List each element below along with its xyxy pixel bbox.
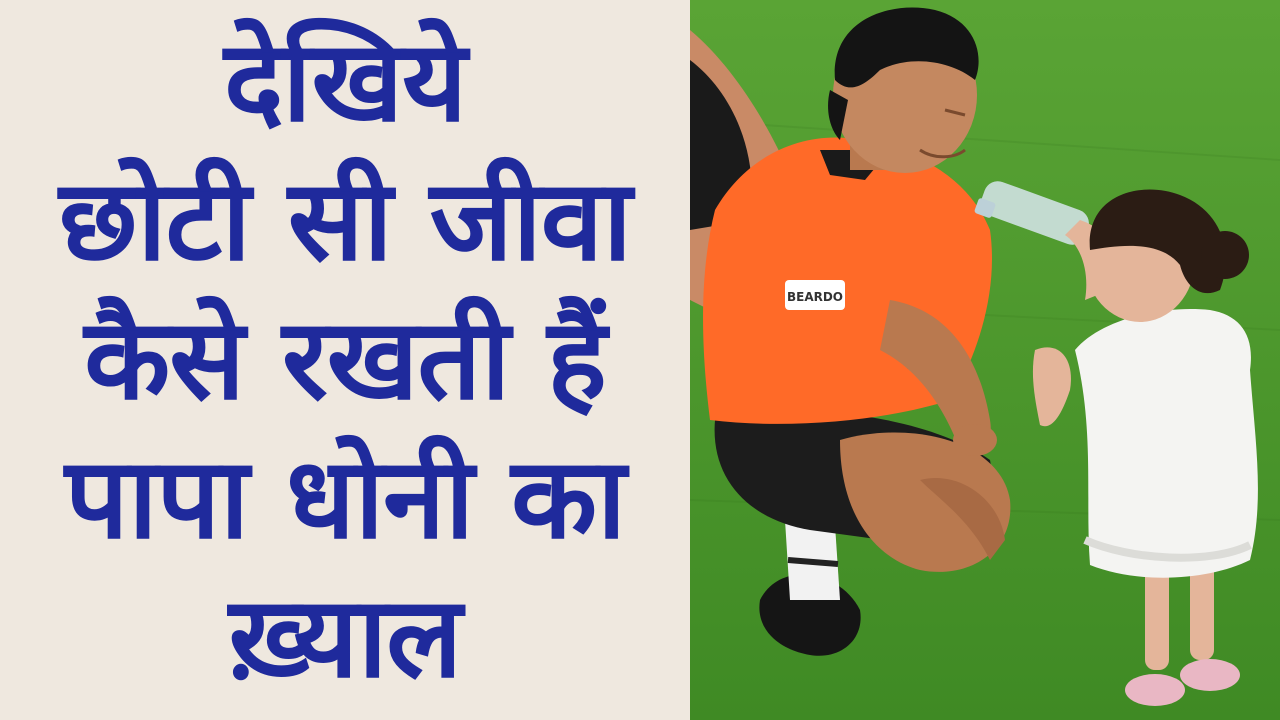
- headline-line-3: कैसे रखती हैं: [84, 294, 606, 425]
- pink-shoe-right: [1180, 659, 1240, 691]
- white-dress: [1075, 309, 1258, 578]
- headline-line-1: देखिये: [223, 16, 467, 147]
- headline-line-2: छोटी सी जीवा: [58, 155, 632, 286]
- photo-illustration: [690, 0, 1280, 720]
- jersey-text: BEARDO: [786, 290, 844, 304]
- headline-line-4: पापा धोनी का: [64, 433, 626, 564]
- headline-line-5: ख़्याल: [228, 572, 462, 703]
- pink-shoe-left: [1125, 674, 1185, 706]
- photo-panel: [690, 0, 1280, 720]
